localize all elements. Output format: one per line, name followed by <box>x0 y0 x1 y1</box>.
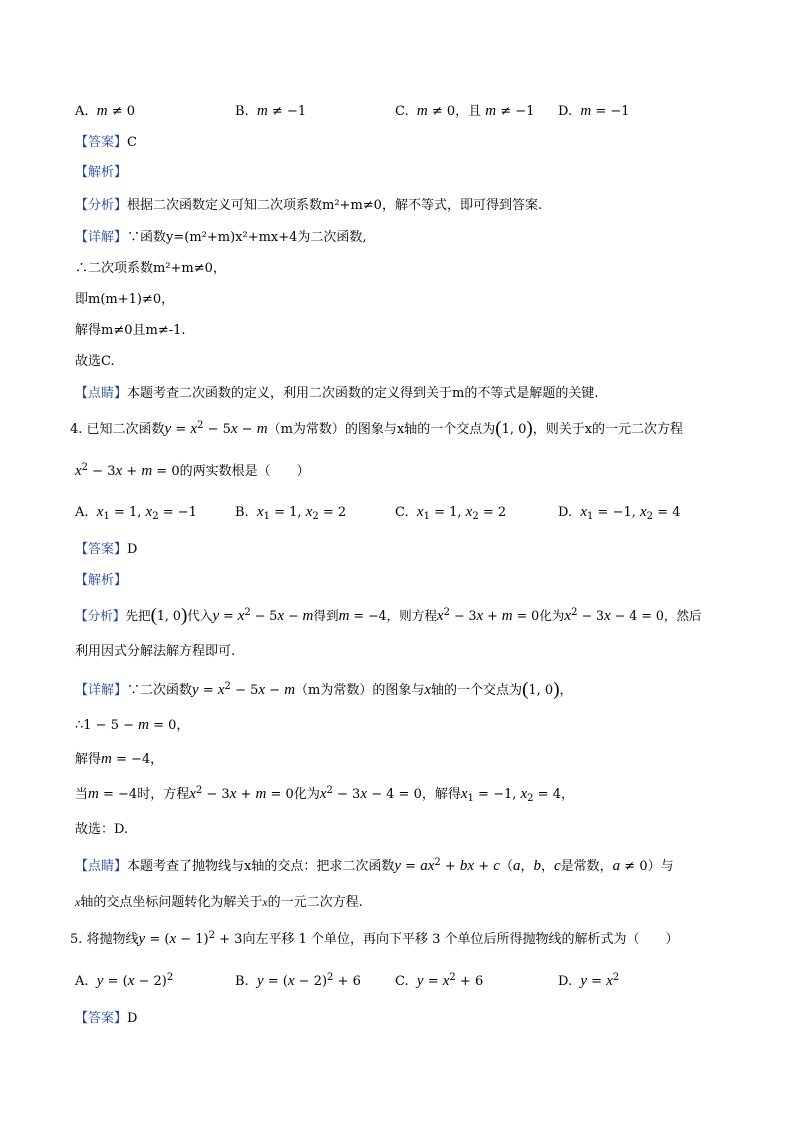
q3-option-b: B. m ≠ −1 <box>235 103 307 119</box>
q5-option-b: B. $y = (x - 2)^2 + 6$ <box>235 972 361 989</box>
q3-xiangjie: 【详解】∵函数y=(m²+m)x²+mx+4为二次函数, <box>75 230 367 245</box>
q4-xiangjie: 【详解】∵二次函数$y = x^2 - 5x - m(m$为常数）的图象与x轴的一个交点为(1, 0)， <box>75 679 573 700</box>
q5-answer: 【答案】D <box>75 1011 138 1026</box>
q4-fenxi-line2: 利用因式分解法解方程即可. <box>75 644 236 659</box>
q3-option-a: A. m ≠ 0 <box>75 103 136 119</box>
q4-step3: 当m = −4时，方程$x^2 - 3x + m = 0$化为$x^2 - 3x - 4 = 0$，解得$x_1 = -1$, $x_2 = 4$， <box>75 785 574 804</box>
q4-step4: 故选：D. <box>75 822 129 837</box>
q4-step1: ∴1 − 5 − m = 0， <box>75 717 190 733</box>
q3-step1: ∴二次项系数m²+m≠0， <box>75 261 226 276</box>
q4-option-d: D. $x_1 = -1$, $x_2 = 4$ <box>558 504 681 522</box>
q4-option-b: B. $x_1 = 1$, $x_2 = 2$ <box>235 504 347 522</box>
q4-option-a: A. $x_1 = 1$, $x_2 = -1$ <box>75 504 197 522</box>
q4-dianjing-line1: 【点睛】本题考查了抛物线与x轴的交点：把求二次函数$y = ax^2$ + bx + c（a，b，c是常数，a ≠ 0）与 <box>75 857 674 874</box>
q3-step4: 故选C. <box>75 354 115 369</box>
q3-answer: 【答案】C <box>75 135 137 150</box>
q3-jiexi: 【解析】 <box>75 165 128 180</box>
q3-fenxi: 【分析】根据二次函数定义可知二次项系数m²+m≠0，解不等式，即可得到答案. <box>75 198 543 213</box>
q5-option-a: A. $y = (x - 2)^2$ <box>75 972 174 989</box>
q4-stem-line1: 4. 已知二次函数$y = x^2 - 5x - m(m$为常数）的图象与x轴的一个交点为(1, 0)，则关于x的一元二次方程 <box>70 418 684 439</box>
q4-stem-line2: $x^2 - 3x + m = 0$的两实数根是（ ） <box>75 462 310 479</box>
q4-step2: 解得m = −4， <box>75 751 164 767</box>
q4-jiexi: 【解析】 <box>75 573 128 588</box>
q3-step3: 解得m≠0且m≠-1. <box>75 323 186 338</box>
q3-dianjing: 【点睛】本题考查二次函数的定义，利用二次函数的定义得到关于m的不等式是解题的关键. <box>75 386 599 401</box>
q3-option-d: D. m = −1 <box>558 103 630 119</box>
q5-stem: 5. 将抛物线$y = (x - 1)^2 + 3$向左平移 1 个单位，再向下平移 3 个单位后所得抛物线的解析式为（ ） <box>70 930 679 947</box>
q4-dianjing-line2: x轴的交点坐标问题转化为解关于x的一元二次方程. <box>75 895 363 910</box>
q5-option-d: D. $y = x^2$ <box>558 972 620 989</box>
q5-option-c: C. $y = x^2 + 6$ <box>395 972 484 989</box>
q3-step2: 即m(m+1)≠0， <box>75 292 175 307</box>
q4-answer: 【答案】D <box>75 542 138 557</box>
q4-fenxi-line1: 【分析】先把(1, 0)代入$y = x^2 - 5x - m$得到m = −4，则方程$x^2 - 3x + m = 0$化为$x^2 - 3x - 4 = 0$，然后 <box>75 605 702 626</box>
q3-option-c: C. m ≠ 0，且 m ≠ −1 <box>395 103 535 119</box>
q4-option-c: C. $x_1 = 1$, $x_2 = 2$ <box>395 504 507 522</box>
